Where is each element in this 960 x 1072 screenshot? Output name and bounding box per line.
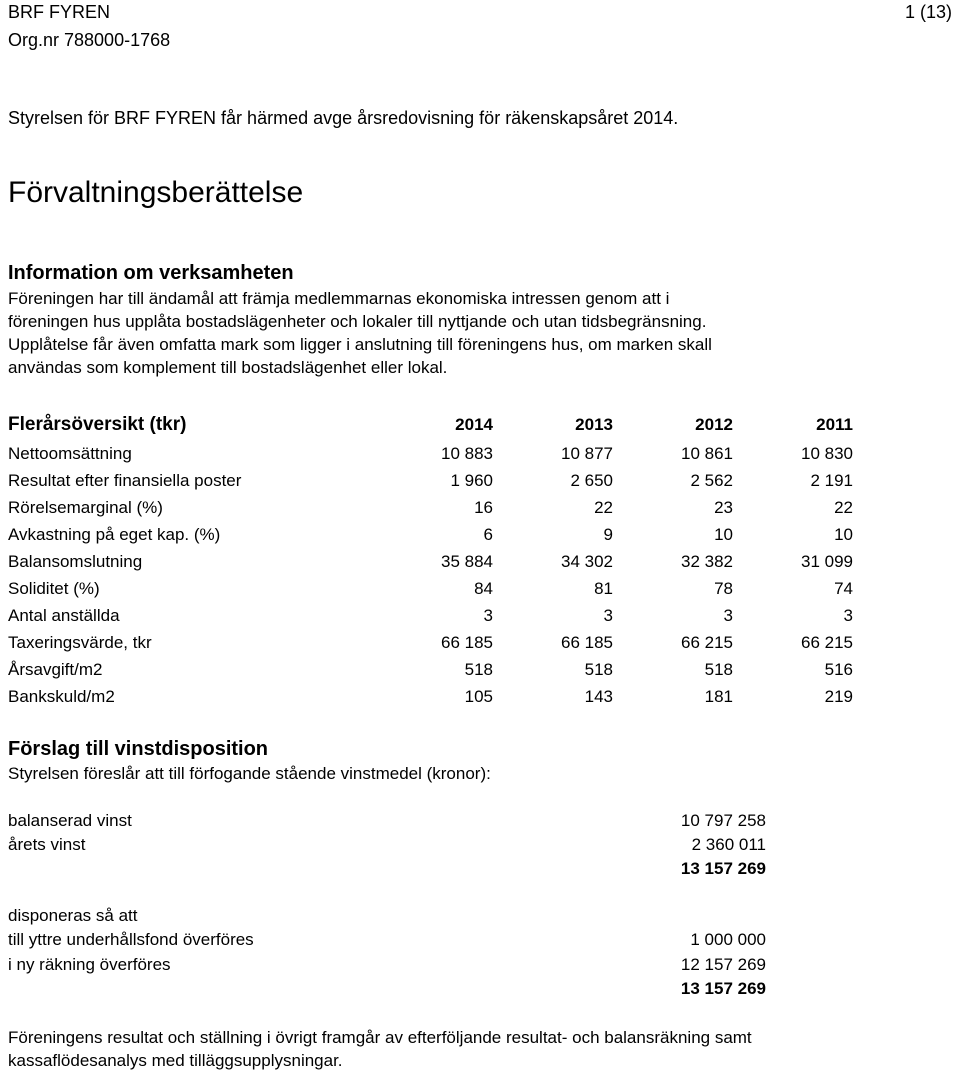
cell-value: 105 [464,686,493,706]
year-header: 2014 [455,415,493,434]
cell-value: 181 [704,686,733,706]
cell-value: 66 185 [441,632,493,652]
cell-value: 66 215 [801,632,853,652]
cell-value: 1 960 [450,470,493,490]
allocation-label: till yttre underhållsfond överföres [8,930,254,949]
row-label: Årsavgift/m2 [8,659,103,679]
allocation-total: 13 157 269 [680,979,766,998]
cell-value: 10 [834,524,853,544]
cell-value: 66 215 [681,632,733,652]
row-label: Resultat efter finansiella poster [8,470,242,490]
cell-value: 22 [594,497,613,517]
dispose-heading: disponeras så att [8,906,138,925]
disposition-label: årets vinst [8,835,86,854]
org-name: BRF FYREN [8,2,111,22]
cell-value: 516 [824,659,853,679]
cell-value: 518 [704,659,733,679]
info-paragraph [8,287,712,379]
table-row [8,575,853,602]
table-row [8,683,853,710]
table-row [8,440,853,467]
table-row [8,548,853,575]
intro-text: Styrelsen för BRF FYREN får härmed avge årsredovisning för räkenskapsåret 2014. [8,108,679,128]
table-header-row [8,410,853,440]
row-label: Rörelsemarginal (%) [8,497,163,517]
table-row [8,467,853,494]
disposition-subtitle: Styrelsen föreslår att till förfogande stående vinstmedel (kronor): [8,764,491,783]
cell-value: 31 099 [801,551,853,571]
info-heading: Information om verksamheten [8,262,294,284]
cell-value: 518 [464,659,493,679]
disposition-total: 13 157 269 [680,859,766,878]
footer-line: kassaflödesanalys med tilläggsupplysningar. [8,1051,343,1070]
allocation-total-row [8,979,766,1003]
cell-value: 10 883 [441,443,493,463]
cell-value: 81 [594,578,613,598]
cell-value: 10 [714,524,733,544]
row-label: Nettoomsättning [8,443,132,463]
cell-value: 518 [584,659,613,679]
info-line: Föreningen har till ändamål att främja medlemmarnas ekonomiska intressen genom att i [8,289,670,308]
footer-line: Föreningens resultat och ställning i övrigt framgår av efterföljande resultat- och balansräkning samt [8,1028,752,1047]
cell-value: 66 185 [561,632,613,652]
list-item [8,906,766,930]
info-line: användas som komplement till bostadslägenhet eller lokal. [8,358,448,377]
list-item [8,955,766,979]
row-label: Balansomslutning [8,551,143,571]
footer-text [8,1026,752,1072]
cell-value: 3 [483,605,493,625]
cell-value: 2 562 [690,470,733,490]
allocation-label: i ny räkning överföres [8,955,171,974]
row-label: Soliditet (%) [8,578,100,598]
disposition-heading: Förslag till vinstdisposition [8,738,269,760]
list-item [8,811,766,835]
cell-value: 22 [834,497,853,517]
disposition-label: balanserad vinst [8,811,132,830]
cell-value: 10 877 [561,443,613,463]
cell-value: 10 830 [801,443,853,463]
cell-value: 6 [483,524,493,544]
overview-table [8,410,853,710]
cell-value: 3 [603,605,613,625]
cell-value: 143 [584,686,613,706]
cell-value: 74 [834,578,853,598]
year-header: 2013 [575,415,613,434]
cell-value: 34 302 [561,551,613,571]
row-label: Bankskuld/m2 [8,686,115,706]
year-header: 2012 [695,415,733,434]
cell-value: 219 [824,686,853,706]
cell-value: 2 191 [810,470,853,490]
table-row [8,521,853,548]
allocation-value: 12 157 269 [680,955,766,974]
cell-value: 84 [474,578,493,598]
page-title: Förvaltningsberättelse [8,176,304,209]
info-line: föreningen hus upplåta bostadslägenheter och lokaler till nyttjande och utan tidsbegränsning. [8,312,707,331]
table-row [8,629,853,656]
row-label: Antal anställda [8,605,120,625]
cell-value: 2 650 [570,470,613,490]
table-row [8,656,853,683]
disposition-value: 2 360 011 [691,835,766,854]
cell-value: 9 [603,524,613,544]
cell-value: 23 [714,497,733,517]
row-label: Taxeringsvärde, tkr [8,632,152,652]
org-number: Org.nr 788000-1768 [8,30,171,50]
cell-value: 32 382 [681,551,733,571]
cell-value: 35 884 [441,551,493,571]
row-label: Avkastning på eget kap. (%) [8,524,221,544]
table-row [8,494,853,521]
page-number: 1 (13) [904,2,952,22]
cell-value: 16 [474,497,493,517]
cell-value: 3 [843,605,853,625]
cell-value: 78 [714,578,733,598]
year-header: 2011 [816,415,853,434]
cell-value: 3 [723,605,733,625]
info-line: Upplåtelse får även omfatta mark som ligger i anslutning till föreningens hus, om marken skall [8,335,712,354]
overview-heading: Flerårsöversikt (tkr) [8,414,187,435]
table-row [8,602,853,629]
disposition-total-row [8,859,766,883]
list-item [8,835,766,859]
allocation-value: 1 000 000 [690,930,766,949]
cell-value: 10 861 [681,443,733,463]
disposition-value: 10 797 258 [680,811,766,830]
list-item [8,930,766,954]
